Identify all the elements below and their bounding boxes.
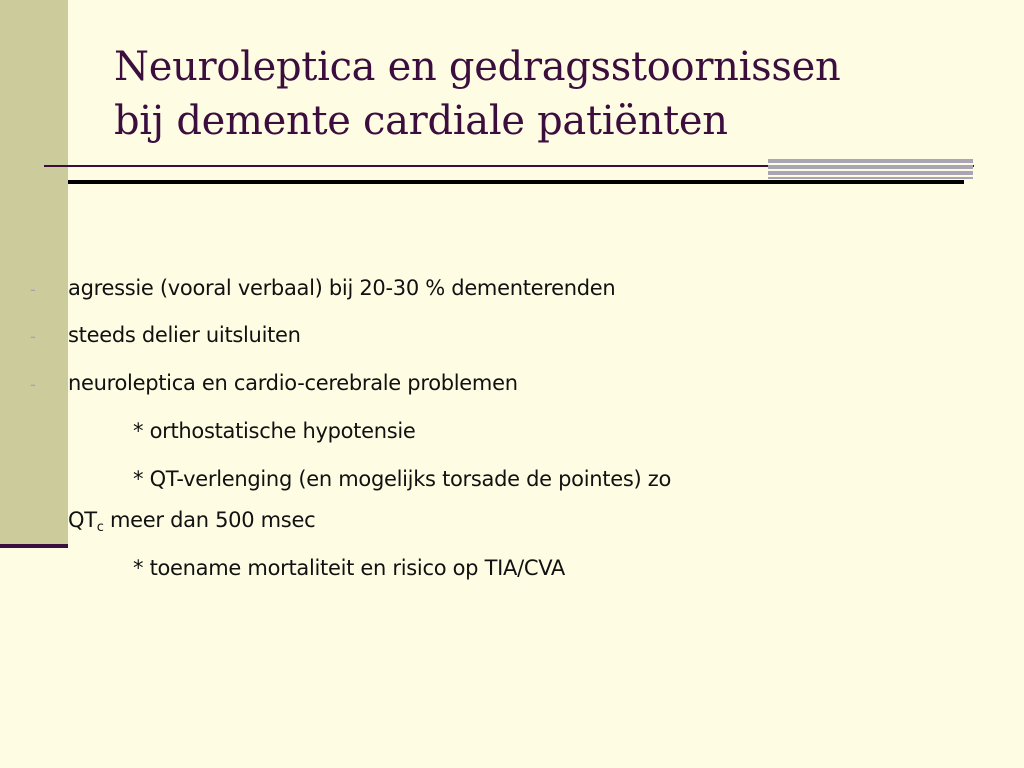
bullet-text: agressie (vooral verbaal) bij 20-30 % dementerenden xyxy=(68,276,616,300)
qt-continuation xyxy=(68,508,315,535)
title-divider-thick xyxy=(68,180,964,184)
sidebar-accent-line xyxy=(0,544,68,548)
bullet-marker: - xyxy=(30,280,36,299)
bullet-text: neuroleptica en cardio-cerebrale problemen xyxy=(68,371,518,395)
sidebar-band xyxy=(0,0,68,548)
title-line-1: Neuroleptica en gedragsstoornissen xyxy=(114,44,841,90)
slide-title xyxy=(114,40,994,148)
sub-item-text: * orthostatische hypotensie xyxy=(133,419,416,443)
bullet-marker: - xyxy=(30,375,36,394)
title-divider-grey-stripes xyxy=(768,159,973,179)
title-line-2: bij demente cardiale patiënten xyxy=(114,98,728,144)
qt-label: QT xyxy=(68,508,97,532)
bullet-marker: - xyxy=(30,327,36,346)
sub-item-text: * toename mortaliteit en risico op TIA/CVA xyxy=(133,556,565,580)
sub-item-text: * QT-verlenging (en mogelijks torsade de pointes) zo xyxy=(133,467,672,491)
qt-threshold-text: meer dan 500 msec xyxy=(103,508,316,532)
bullet-text: steeds delier uitsluiten xyxy=(68,323,301,347)
qt-subscript: c xyxy=(96,520,104,535)
